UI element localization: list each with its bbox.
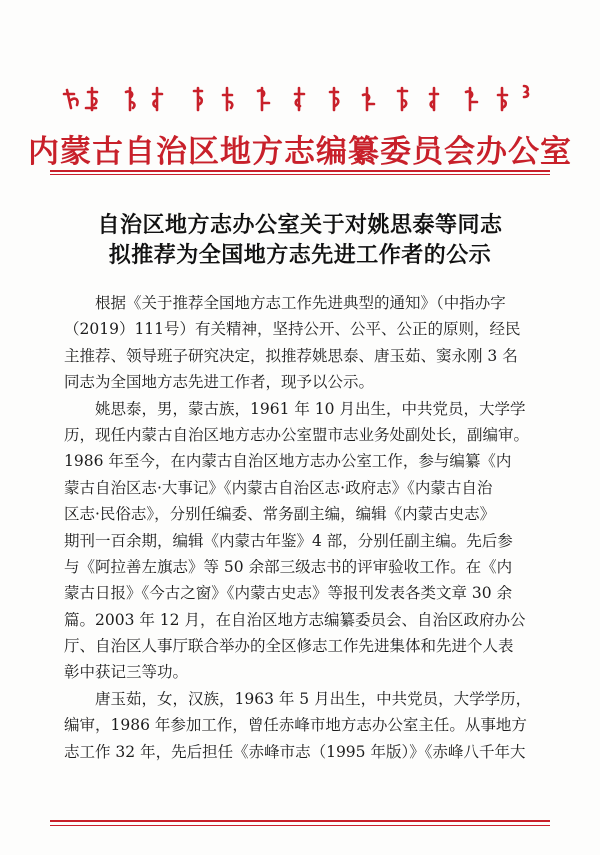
body-line: 1986 年至今，在内蒙古自治区地方志办公室工作，参与编纂《内 [64,452,512,471]
mongolian-script-header [62,80,532,116]
body-line: 厅、自治区人事厅联合举办的全区修志工作先进集体和先进个人表 [64,637,514,656]
body-line: 唐玉茹，女，汉族，1963 年 5 月出生，中共党员，大学学历， [95,689,532,708]
document-body [64,290,540,765]
body-line: 姚思泰，男，蒙古族，1961 年 10 月出生，中共党员，大学学 [95,399,526,418]
body-line: 历，现任内蒙古自治区地方志办公室盟市志业务处副处长，副编审。 [64,425,530,444]
body-line: 同志为全国地方志先进工作者，现予以公示。 [64,373,375,392]
header-divider-thin [50,174,550,175]
body-line: 根据《关于推荐全国地方志工作先进典型的通知》（中指办字 [95,294,506,312]
body-line: 区志·民俗志》，分别任编委、常务副主编，编辑《内蒙古史志》 [64,505,496,524]
body-line: 编审，1986 年参加工作，曾任赤峰市地方志办公室主任。从事地方 [64,716,527,735]
body-line: 篇。2003 年 12 月，在自治区地方志编纂委员会、自治区政府办公 [64,610,526,629]
body-line: （2019）111号）有关精神，坚持公开、公平、公正的原则，经民 [64,320,521,339]
footer-divider-thin [50,825,550,826]
header-divider-thick [50,170,550,172]
body-line: 蒙古日报》《今古之窗》《内蒙古史志》等报刊发表各类文章 30 余 [64,584,513,603]
body-line: 与《阿拉善左旗志》等 50 余部三级志书的评审验收工作。在《内 [64,557,513,576]
body-line: 主推荐、领导班子研究决定，拟推荐姚思泰、唐玉茹、窦永刚 3 名 [64,346,518,365]
document-title-line-1: 自治区地方志办公室关于对姚思泰等同志 [97,213,503,238]
footer-divider-thick [50,820,550,822]
document-title-line-2: 拟推荐为全国地方志先进工作者的公示 [108,243,492,268]
mongolian-script-graphic [62,80,532,116]
office-name: 内蒙古自治区地方志编纂委员会办公室 [28,134,572,170]
body-line: 期刊一百余期，编辑《内蒙古年鉴》4 部，分别任副主编。先后参 [64,531,513,550]
body-line: 志工作 32 年，先后担任《赤峰市志（1995 年版）》《赤峰八千年大 [64,742,526,761]
body-line: 蒙古自治区志·大事记》《内蒙古自治区志·政府志》《内蒙古自治 [64,478,493,497]
body-line: 彰中获记三等功。 [64,663,189,682]
